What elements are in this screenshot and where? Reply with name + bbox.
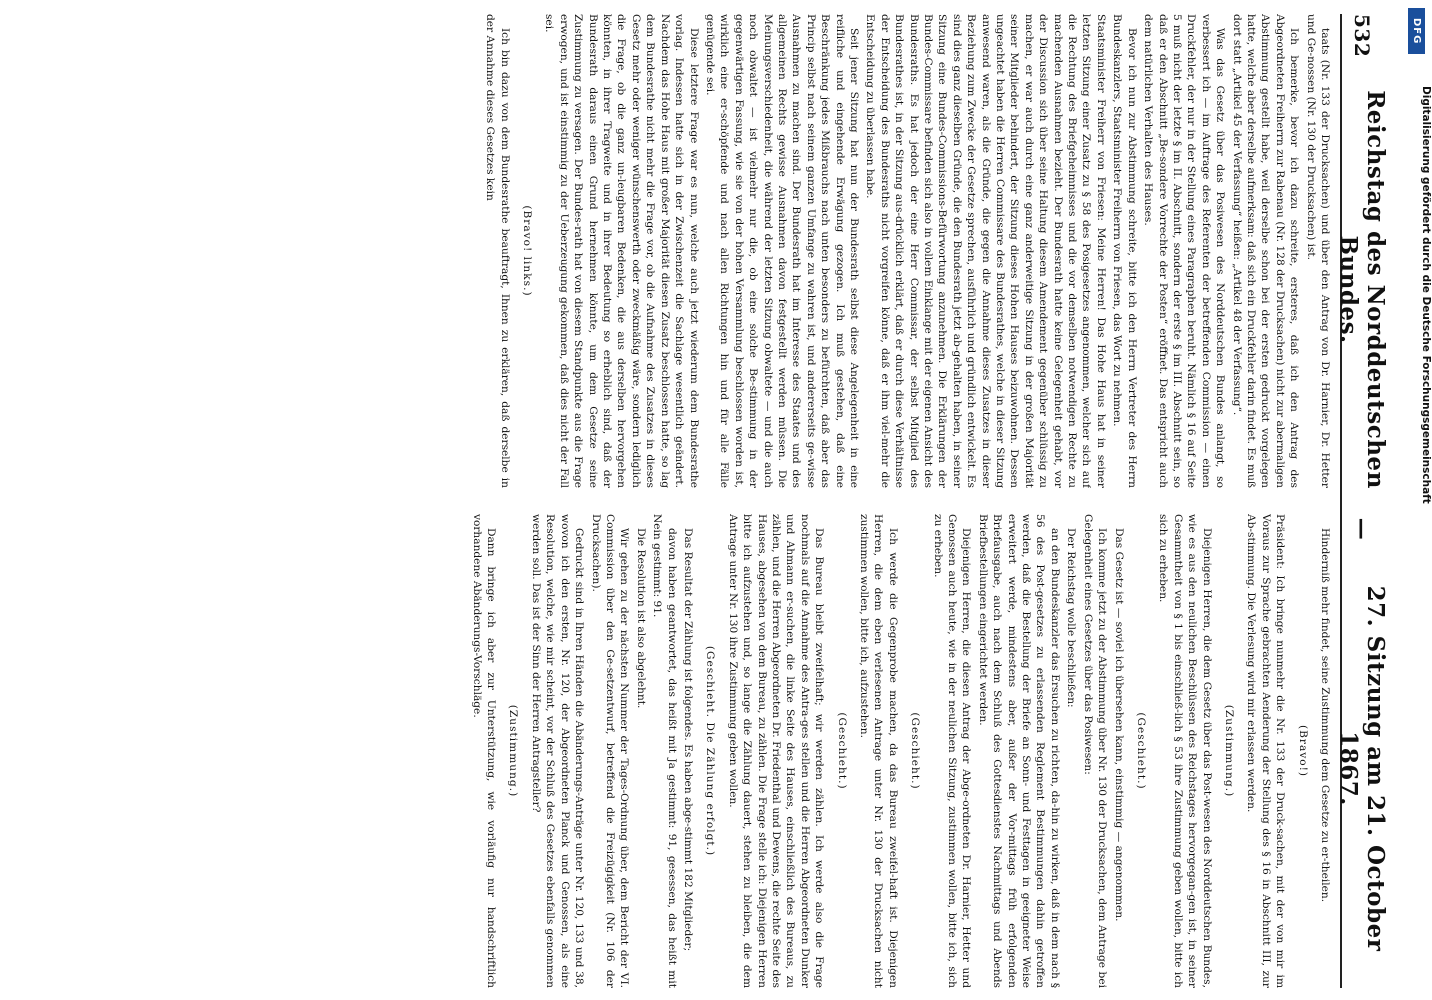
paragraph: (Bravo! links.) [521,205,534,297]
paragraph: davon haben geantwortet, das heißt mit Ja gestimmt: 91, gesessen, das heißt mit Nein gestimmt: 91. [651,514,678,988]
paragraph: Der Reichstag wolle beschließen: [1065,528,1078,708]
page-number: 532 [1350,14,1374,58]
paragraph: (Zustimmung.) [507,704,520,798]
margin-strip [1400,0,1432,1000]
paragraph: (Geschieht. Die Zählung erfolgt.) [704,645,717,857]
paragraph: Seit jener Sitzung hat nun der Bundesrath selbst diese Angelegenheit in eine reifliche und eingehende Erwägung gezogen. Ich muß gestehen, daß eine Beschränkung jedes Mißbrauchs nach unten besonders zu befürchten, daß aber das Princip selbst nach seinem ganzen Umfange zu wahren ist, und andererseits ge-wisse Ausnahmen zu machen sind. Der Bundesrath hat im Interesse des Staates und des allgemeinen Rechts gewisse Ausnahmen davon festgestellt werden müssen. Die Meinungsverschiedenheit, die während der letzten Sitzung obwaltete — und die auch noch obwaltet — ist vielmehr nur die, ob eine solche Be-stimmung in der gegenwärtigen Fassung, wie sie von der hohen Versammlung beschlossen worden ist, wirklich eine er-schöpfende und nach allen Richtungen hin und für alle Fälle genügende sei. [703,14,860,488]
paragraph: taats (Nr. 133 der Drucksachen) und über den Antrag von Dr. Harnier, Dr. Hetter und Ge-nossen (Nr. 130 der Drucksachen) ist. [1304,14,1331,488]
paragraph: Staatsminister Freiherr von Friesen: Meine Herren! Das Hohe Haus hat in seiner letzten Sitzung einer Zusatz zu § 58 des Posigesetzes angenommen, welcher sich auf die Rechtung des Briefgeheimnisses und die vor demselben notwendigen Rechte zu machenden Ausnahmen bezieht. Der Bundesrath hatte keine Gelegenheit gehabt, vor der Discussion sich über seine Haltung diesem Amendement gegenüber schlüssig zu machen, er war auch durch eine ganz anderweitige Sitzung in der großen Majorität seiner Mitglieder behindert, der Sitzung dieses Hohen Hauses beizuwohnen. Dessen ungeachtet haben die Herren Commissare des Bundesrathes, welche in dieser Sitzung anwesend waren, als die Gründe, die gegen die Annahme dieses Zusatzes in dieser Beziehung zum Zwecke der Gesetze sprechen, ausführlich und gründlich entwickelt. Es sind dies ganz dieselben Gründe, die den Bundesrath jetzt ab-gehalten haben, in seiner Sitzung eine Bundes-Commissions-Befürwortung anzunehmen. Die Erklärungen der Bundes-Commissare befinden sich also in vollem Einklange mit der eigenen Ansicht des Bundesraths. Es hat jedoch der eine Herr Commissar, der selbst Mitglied des Bundesrathes ist, in der Sitzung aus-drücklich erklärt, daß er durch diese Verhältnisse der Entscheidung des Bundesraths nicht vorgreifen könne, daß er ihm viel-mehr die Entscheidung zu überlassen habe. [864,14,1107,488]
paragraph: Ich komme jetzt zu der Abstimmung über Nr. 130 der Drucksachen, dem Antrage bei Gelegenheit eines Gesetzes über das Posiwesen: [1081,514,1109,988]
paragraph: (Bravo!) [1296,724,1309,778]
paragraph: Präsident: Ich bringe nunmehr die Nr. 133 der Druck-sachen, mit der von mir im Voraus zur Sprache gebrachten Aenderung der Stellung des § 16 in Abschnitt III, zur Ab-stimmung. Die Verlesung wird mir erlassen werden. [1245,514,1287,988]
right-column [25,514,1332,988]
paragraph: Wir gehen zu der nächsten Nummer der Tages-Ordnung über, dem Bericht der VI. Commission über den Ge-setzentwurf, betreffend die Freizügigkeit (Nr. 106 der Drucksachen). [589,514,631,988]
running-header [1335,14,1389,988]
paragraph: (Geschieht.) [909,712,922,790]
paragraph: Was das Gesetz über das Posiwesen des Norddeutschen Bundes anlangt, so verbessert ich — im Auftrage des Referenten der betreffenden Commission — einen Druckfehler, der nur in der Stellung eines Paragraphen beruht. Nämlich § 16 auf Seite 5 muß nicht der letzte § im II. Abschnitt, sondern der erste § im III. Abschnitt sein, so daß er den Abschnitt „Be-sondere Vorrechte der Posten“ eröffnet. Das entspricht auch dem natürlichen Verhalten des Hauses. [1142,14,1227,488]
paragraph: Diese letztere Frage war es nun, welche auch jetzt wiederum dem Bundesrathe vorlag. Indessen hatte sich in der Zwischenzeit die Sachlage wesentlich geändert. Nachdem das Hohe Haus mit großer Majorität diesen Zusatz beschlossen hatte, so lag dem Bundesrathe nicht mehr die Frage vor, ob die Aufnahme des Zusatzes in dieses Gesetz mehr oder weniger wünschenswerth oder zweckmäßig wäre, sondern lediglich die Frage, ob die ganz un-leugbaren Bedenken, die aus derselben hervorgehen könnten, in ihrer Tragweite und in ihrer Bedeutung so erheblich sind, daß der Bundesrath daraus einen Grund hernehmen könnte, um dem Gesetze seine Zustimmung zu versagen. Der Bundes-rath hat von diesem Standpunkte aus die Frage erwogen, und ist einstimmig zu der Ueberzeugung gekommen, daß dies nicht der Fall sei. [543,14,700,488]
scanned-page [5,0,1400,1000]
paragraph: Diejenigen Herren, die dem Gesetz über das Post-wesen des Norddeutschen Bundes, wie es aus den neulichen Beschlüssen des Reichstages hervorgegan-gen ist, in seiner Gesammtheit von § 1 bis einschließ-lich § 53 ihre Zustimmung geben wollen, bitte ich sich zu erheben. [1157,514,1213,988]
header-right-title: 27. Sitzung am 21. October 1867. [1335,585,1389,952]
paragraph: Ich bemerke, bevor ich dazu schreite, ersteres, daß ich den Antrag des Abgeordneten Freiherrn zur Rabenau (Nr. 128 der Drucksachen) nicht zur abermaligen Abstimmung gestellt habe, weil derselbe schon bei der ersten gedruckt vorgelegen hatte, welche aber derselbe aufmerksam: daß sich ein Druckfehler darin findet. Es muß dort statt „Artikel 45 der Verfassung“ heißen: „Artikel 48 der Verfassung“. [1230,14,1301,488]
paragraph: an den Bundeskanzler das Ersuchen zu richten, da-hin zu wirken, daß in dem nach § 56 des Post-gesetzes zu erlassenden Reglement Bestimmungen dahin getroffen werden, daß die Bestellung der Briefe an Sonn- und Festtagen in geeigneter Weise erweitert werde, mindestens aber, außer der Vor-mittags früh erfolgenden Briefausgabe, auch nach dem Schluß des Gottesdienstes Nachmittags und Abends Briefbestellungen eingerichtet werden. [976,514,1061,988]
paragraph: Hinderniß mehr findet, seine Zustimmung dem Gesetze zu er-theilen. [1319,528,1331,903]
text-columns [25,14,1332,988]
paragraph: Das Resultat der Zählung ist folgendes. Es haben abge-stimmt 182 Mitglieder; [681,528,694,952]
left-column [25,14,1332,488]
paragraph: Diejenigen Herren, die diesen Antrag der Abge-ordneten Dr. Harnier, Hetter und Genossen auch heute, wie in der neulichen Sitzung, zustimmen wollen, bitte ich, sich zu erheben. [931,514,973,988]
header-left-title: Reichstag des Norddeutschen Bundes. [1335,90,1389,489]
paragraph: Das Gesetz ist — soviel ich übersehen kann, einstimmig — angenommen. [1112,528,1125,922]
digitization-note: Digitalisierung gefördert durch die Deutsche Forschungsgemeinschaft [1420,86,1432,504]
paragraph: Dann bringe ich aber zur Unterstützung, wie vorläufig nur handschriftlich vorhandene Abänderungs-Vorschläge. [470,514,498,988]
paragraph: Ich bin dazu von dem Bundesrathe beauftragt, Ihnen zu erklären, daß derselbe in der Annahme dieses Gesetzes kein [484,14,511,488]
paragraph: Die Resolution ist also abgelehnt. [634,528,647,709]
page-content [25,14,1389,988]
paragraph: (Zustimmung.) [1222,704,1235,798]
dfg-logo: DFG [1408,8,1425,54]
paragraph: Gedruckt sind in Ihren Händen die Abänderungs-Anträge unter Nr. 120, 133 und 38, wovon ich den ersten, Nr. 120, der Abgeordneten Planck und Genossen, als eine Resolution, welche, wie mir scheint, vor der Schluß des Gesetzes ebenfalls genommen werden soll. Das ist der Sinn der Herren Antragsteller? [529,514,586,988]
header-separator: — [1349,517,1375,541]
paragraph: (Geschieht.) [835,712,848,790]
paragraph: Ich werde die Gegenprobe machen, da das Bureau zweifel-haft ist. Diejenigen Herren, die dem eben verlesenen Antrage unter Nr. 130 der Drucksachen nicht zustimmen wollen, bitte ich, aufzustehen. [858,514,899,988]
paragraph: Das Bureau bleibt zweifelhaft; wir werden zählen. Ich werde also die Frage nochmals auf die Annahme des Antra-ges stellen und die Herren Abgeordneten Dunker und Ahmann er-suchen, die linke Seite des Hauses, einschließlich des Bureaus, zu zählen, und die Herren Abgeordneten Dr. Friedenthal und Dewens, die rechte Seite des Hauses, abgesehen von dem Bureau, zu zählen. Die Frage stelle ich: Diejenigen Herren bitte ich aufzustehen und, so lange die Zählung dauert, stehen zu bleiben, die dem Antrage unter Nr. 130 ihre Zustimmung geben wollen. [726,514,826,988]
paragraph: (Geschieht.) [1134,712,1147,790]
paragraph: Bevor ich nun zur Abstimmung schreite, bitte ich den Herrn Vertreter des Herrn Bundeskanzlers, Staatsminister Freiherrn von Friesen, das Wort zu nehmen. [1111,14,1138,488]
